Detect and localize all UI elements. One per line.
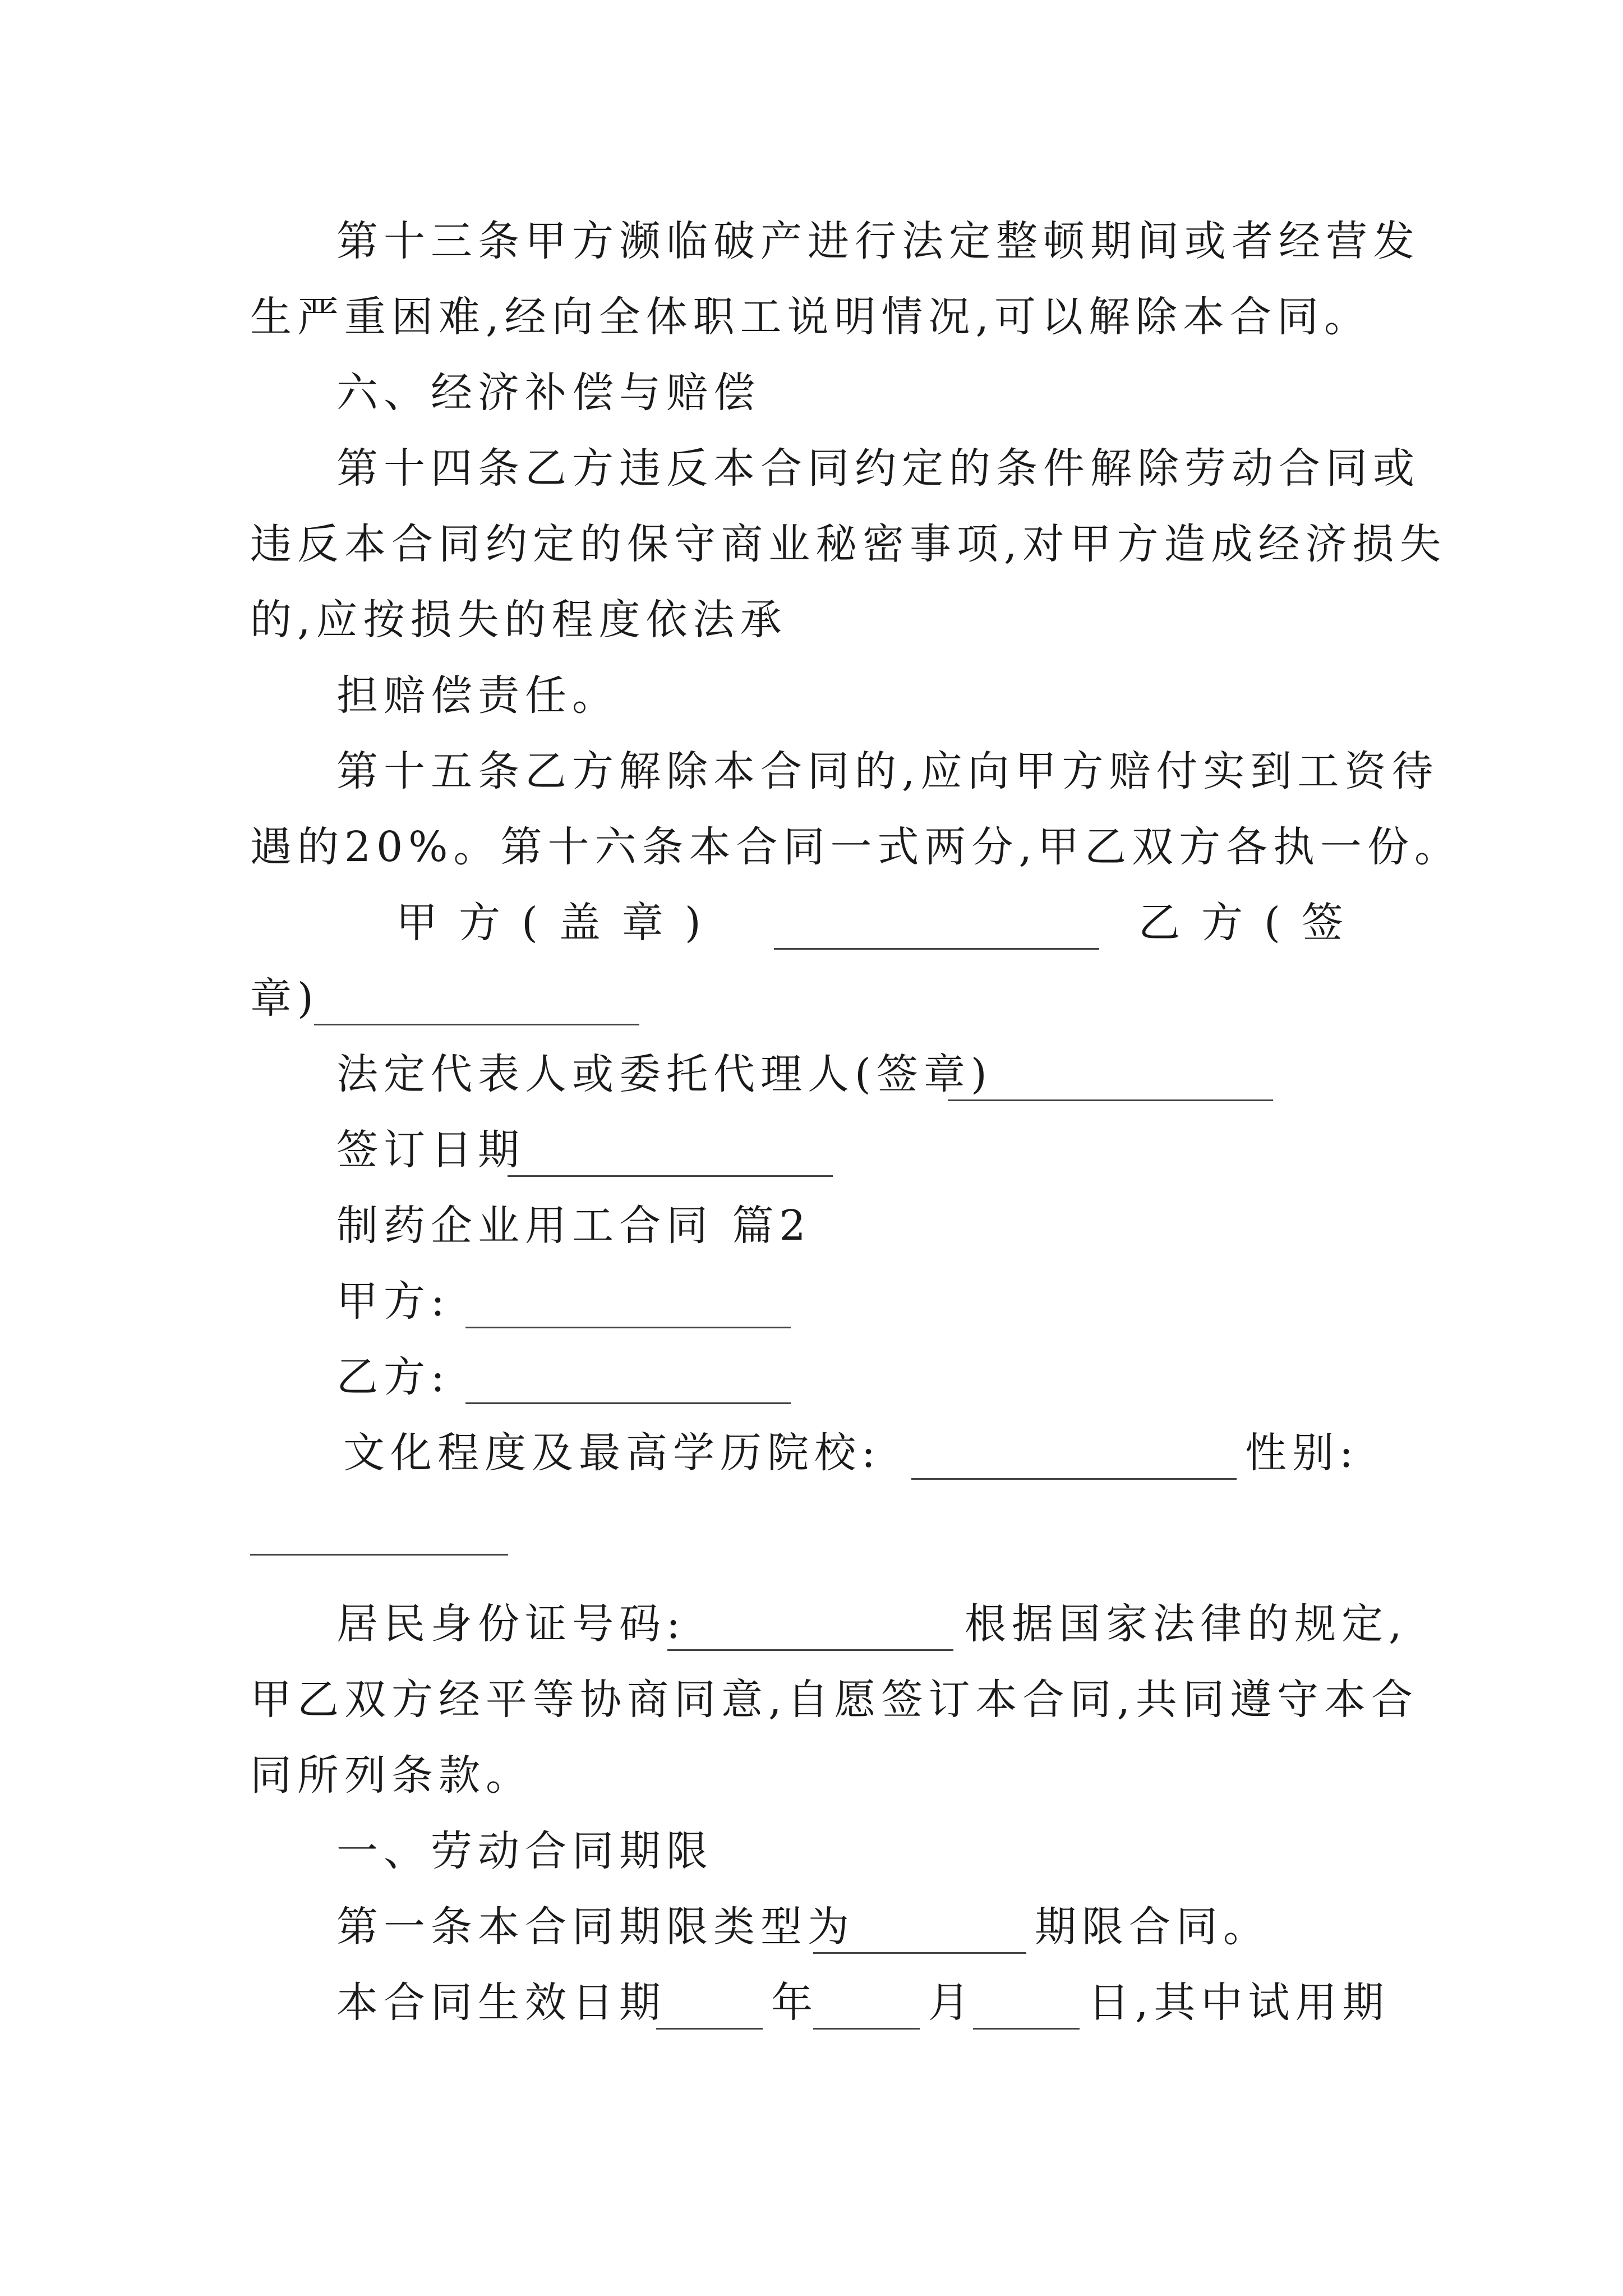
text-line: 担赔偿责任。 (336, 671, 619, 720)
party-b-sign-blank[interactable] (314, 1024, 639, 1025)
contract-type-blank[interactable] (813, 1952, 1026, 1954)
text-line: 根据国家法律的规定, (965, 1600, 1408, 1648)
legal-representative-label: 法定代表人或委托代理人(签章) (336, 1050, 993, 1098)
gender-blank[interactable] (250, 1554, 508, 1556)
text-line: 甲乙双方经平等协商同意,自愿签订本合同,共同遵守本合 (250, 1676, 1419, 1724)
text-line: 第十三条甲方濒临破产进行法定整顿期间或者经营发 (336, 217, 1420, 265)
signing-date-blank[interactable] (508, 1175, 833, 1177)
effective-month-blank[interactable] (813, 2028, 920, 2030)
month-label: 月 (928, 1978, 975, 2027)
text-line: 期限合同。 (1035, 1903, 1270, 1951)
gender-label: 性别: (1245, 1429, 1359, 1477)
party-b-sign-label: 乙方(签 (1138, 899, 1364, 947)
text-line: 的,应按损失的程度依法承 (250, 596, 787, 644)
text-line: 同所列条款。 (250, 1751, 533, 1800)
id-number-label: 居民身份证号码: (336, 1600, 686, 1648)
effective-year-blank[interactable] (656, 2028, 763, 2030)
id-number-blank[interactable] (667, 1649, 953, 1651)
contract-type-label: 第一条本合同期限类型为 (336, 1903, 855, 1951)
party-b-label: 乙方: (336, 1353, 450, 1401)
text-line: 章) (250, 974, 319, 1023)
signing-date-label: 签订日期 (336, 1126, 525, 1174)
text-line: 遇的20%。第十六条本合同一式两分,甲乙双方各执一份。 (250, 823, 1461, 871)
text-line: 违反本合同约定的保守商业秘密事项,对甲方造成经济损失 (250, 520, 1447, 568)
party-a-seal-blank[interactable] (774, 948, 1099, 950)
effective-day-blank[interactable] (973, 2028, 1080, 2030)
party-a-blank[interactable] (465, 1327, 791, 1328)
effective-date-label: 本合同生效日期 (336, 1978, 666, 2027)
education-label: 文化程度及最高学历院校: (343, 1429, 881, 1477)
text-line: 生严重困难,经向全体职工说明情况,可以解除本合同。 (250, 293, 1372, 341)
legal-representative-blank[interactable] (948, 1099, 1273, 1101)
text-line: 第十五条乙方解除本合同的,应向甲方赔付实到工资待 (336, 747, 1439, 795)
party-a-seal-label: 甲方(盖章) (396, 899, 722, 947)
contract-title: 制药企业用工合同 篇2 (336, 1202, 811, 1250)
section-heading: 一、劳动合同期限 (336, 1827, 713, 1875)
party-a-label: 甲方: (336, 1277, 450, 1326)
party-b-blank[interactable] (465, 1402, 791, 1404)
text-line: 第十四条乙方违反本合同约定的条件解除劳动合同或 (336, 444, 1420, 493)
year-label: 年 (771, 1978, 818, 2027)
education-blank[interactable] (911, 1478, 1237, 1480)
text-line: 日,其中试用期 (1088, 1978, 1390, 2027)
section-heading: 六、经济补偿与赔偿 (336, 369, 760, 417)
